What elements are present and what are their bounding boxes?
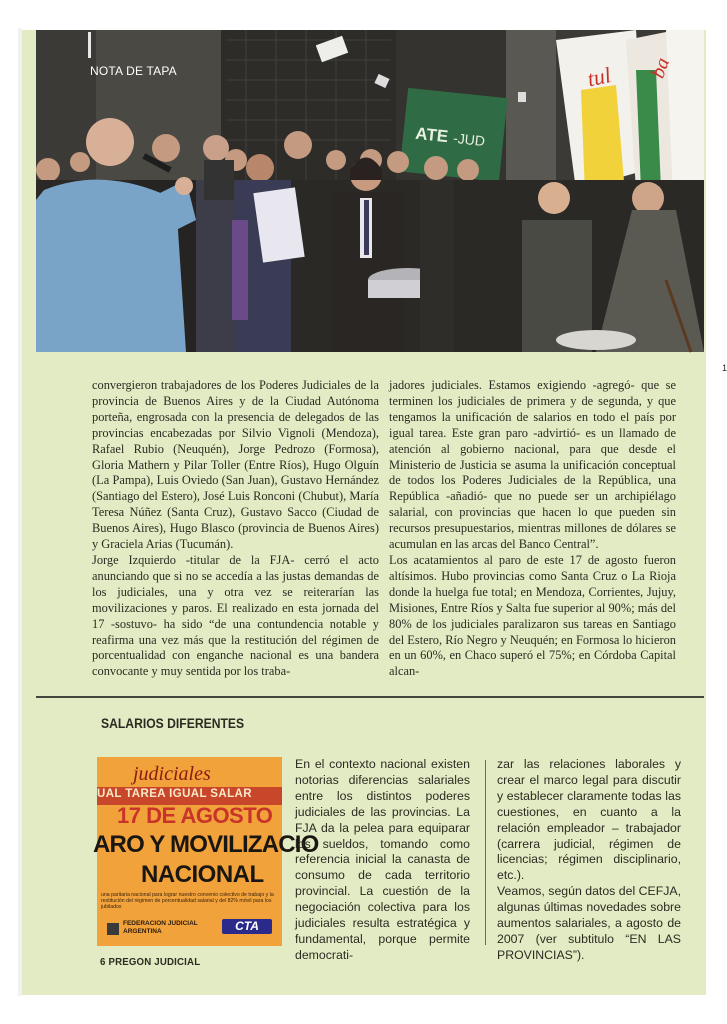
section-label: NOTA DE TAPA bbox=[90, 64, 177, 78]
section-divider bbox=[36, 696, 704, 698]
poster-fine-print: una paritaria nacional para lograr nuestro convenio colectivo de trabajo y la restitución del régimen de porcentualidad salarial y del 82% móvil para los jubilados bbox=[101, 892, 274, 910]
svg-text:ba: ba bbox=[646, 54, 675, 82]
svg-text:-JUD: -JUD bbox=[452, 129, 486, 150]
article-column-right bbox=[389, 378, 676, 680]
box-paragraph: zar las relaciones laborales y crear el marco legal para discutir y establecer claramente todas las cuestiones, en cuanto a la relación empleador – trabajador (carrera judicial, régimen de licencias; régimen disciplinario, etc.). bbox=[497, 757, 681, 883]
magazine-page bbox=[22, 30, 727, 995]
box-title: SALARIOS DIFERENTES bbox=[101, 716, 245, 731]
protest-photo bbox=[36, 30, 704, 352]
poster-script: judiciales bbox=[133, 763, 211, 785]
box-paragraph: En el contexto nacional existen notorias diferencias salariales entre los distintos poderes judiciales de las provincias. La FJA da la pelea para equiparar los sueldos, tomando como referencia inicial la canasta de consumo de cada territorio provincial. La cuestión de la negociación colectiva para los judiciales resulta estratégica y fundamental, porque permite democrati- bbox=[295, 757, 470, 962]
poster-date: 17 DE AGOSTO bbox=[117, 803, 273, 828]
box-paragraph: Veamos, según datos del CEFJA, algunas últimas novedades sobre aumentos salariales, a agosto de 2007 (ver subtitulo “EN LAS PROVINCIAS”). bbox=[497, 884, 681, 962]
svg-text:tul: tul bbox=[585, 62, 613, 92]
article-paragraph: convergieron trabajadores de los Poderes Judiciales de la provincia de Buenos Aires y de la Ciudad Autónoma porteña, engrosada con la presencia de delegados de las provincias encabezadas por Silvio Vignoli (Mendoza), Rafael Rubio (Neuquén), Jorge Pedrozo (Formosa), Gloria Mathern y Pilar Toller (Entre Ríos), Hugo Olguín (La Pampa), Luis Oviedo (San Juan), Gustavo Hernández (Santiago del Estero), José Luis Ronconi (Chubut), María Teresa Núñez (Santa Cruz), Gustavo Sacco (Ciudad de Buenos Aires), Hugo Blasco (provincia de Buenos Aires) y Graciela Arias (Tucumán). bbox=[92, 378, 379, 552]
publication-name: PREGON JUDICIAL bbox=[108, 956, 201, 968]
poster-federation: FEDERACION JUDICIAL ARGENTINA bbox=[123, 920, 198, 935]
article-column-left bbox=[92, 378, 379, 680]
article-paragraph: jadores judiciales. Estamos exigiendo -agregó- que se terminen los judiciales de primera y de segunda, y que tengamos la unificación de salarios en todo el país por igual tarea. Este gran paro -advirtió- es un llamado de atención al gobierno nacional, para que desde el Ministerio de Justicia se asuma la unificación conceptual de todos los Poderes Judiciales de la República, una República -añadió- que no puede ser un archipiélago salarial, con provincias que hacen lo que pueden sin recursos presupuestarios, mientras millones de dólares se acumulan en las arcas del Banco Central”. bbox=[389, 378, 676, 552]
page-footer bbox=[100, 956, 200, 968]
section-marker bbox=[88, 32, 91, 58]
page-number: 6 bbox=[100, 956, 106, 968]
photo-credit-number: 1 bbox=[722, 363, 727, 373]
poster-band-text: UAL TAREA IGUAL SALAR bbox=[97, 788, 252, 800]
box-column-right bbox=[497, 757, 681, 964]
flag-icon bbox=[107, 923, 119, 935]
column-separator bbox=[485, 760, 486, 945]
poster-headline: ARO Y MOVILIZACIO bbox=[93, 831, 319, 858]
banner-text: ATE bbox=[414, 123, 450, 147]
cta-logo: CTA bbox=[222, 919, 272, 934]
protest-photo-illustration bbox=[36, 30, 704, 352]
box-column-left bbox=[295, 757, 470, 964]
article-paragraph: Los acatamientos al paro de este 17 de agosto fueron altísimos. Hubo provincias como Santa Cruz o La Rioja donde la huelga fue total; en Mendoza, Corrientes, Jujuy, Misiones, Entre Ríos y Salta fue superior al 90%; más del 80% de los judiciales paralizaron sus tareas en Santiago del Estero, Río Negro y Neuquén; en Formosa lo hicieron en un 60%, en Chaco superó el 75%; en Córdoba Capital alcan- bbox=[389, 552, 676, 679]
poster-headline-2: NACIONAL bbox=[141, 861, 264, 888]
article-paragraph: Jorge Izquierdo -titular de la FJA- cerró el acto anunciando que si no se accedía a las justas demandas de los judiciales, una y otra vez se reiterarían las movilizaciones y paros. El realizado en esta jornada del 17 -sostuvo- ha sido “de una contundencia notable y reafirma una vez más que la restitución del régimen de porcentualidad con enganche nacional es una bandera convocante y muy sentida por los traba- bbox=[92, 552, 379, 679]
strike-poster bbox=[93, 757, 319, 946]
